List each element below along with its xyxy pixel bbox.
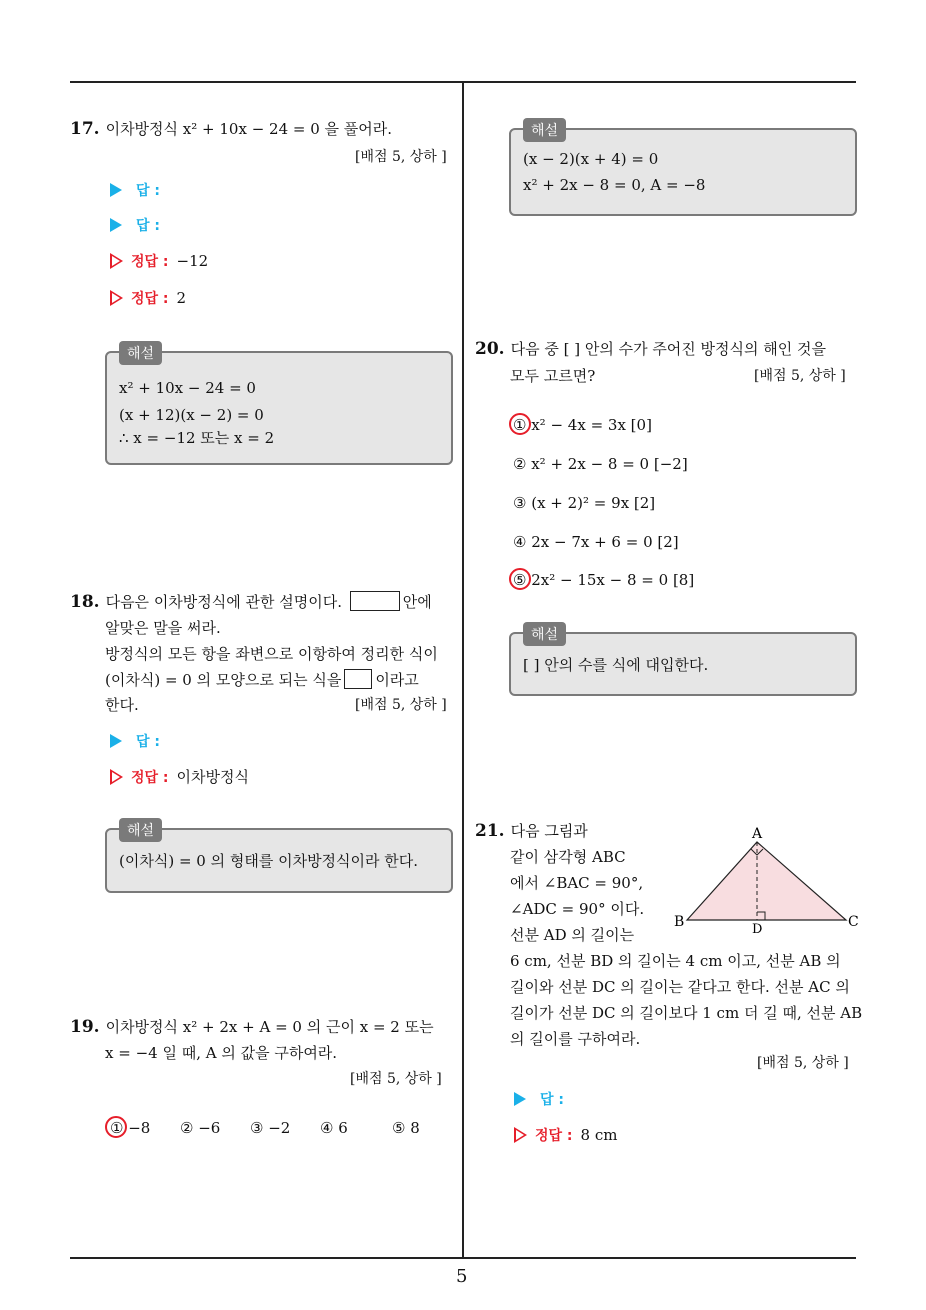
q21-number: 21. bbox=[475, 821, 505, 841]
q21-question-line-9: 의 길이를 구하여라. bbox=[510, 1030, 641, 1048]
q19-score: [배점 5, 상하 ] bbox=[350, 1071, 442, 1087]
q18-explanation-box bbox=[105, 823, 453, 893]
q17-answer-input-1[interactable]: 답 : bbox=[110, 180, 160, 200]
q21-question-line-2: 같이 삼각형 ABC bbox=[510, 848, 626, 866]
q18-question-line-1: 18. 다음은 이차방정식에 관한 설명이다. 안에 bbox=[70, 592, 432, 612]
q20-choice-2[interactable]: ② x² + 2x − 8 = 0 [−2] bbox=[513, 455, 688, 473]
q17-correct-answer-2: 정답 : 2 bbox=[110, 288, 186, 308]
bottom-rule bbox=[70, 1257, 856, 1259]
q19-question-line-2: x = −4 일 때, A 의 값을 구하여라. bbox=[105, 1044, 338, 1062]
answer-blank-box bbox=[350, 591, 400, 611]
q18-question-line-3: 방정식의 모든 항을 좌변으로 이항하여 정리한 식이 bbox=[105, 645, 438, 663]
q19-choice-4[interactable]: ④ 6 bbox=[320, 1119, 348, 1137]
answer-blank-box bbox=[344, 669, 372, 689]
q21-answer-input[interactable]: 답 : bbox=[514, 1089, 564, 1109]
q21-question-line-6: 6 cm, 선분 BD 의 길이는 4 cm 이고, 선분 AB 의 bbox=[510, 952, 841, 970]
q18-answer-input[interactable]: 답 : bbox=[110, 731, 160, 751]
triangle-figure bbox=[670, 822, 870, 934]
explanation-tag: 해설 bbox=[523, 118, 566, 142]
q17-number: 17. bbox=[70, 119, 100, 139]
q17-question bbox=[70, 118, 392, 139]
q21-question-line-1: 21. 다음 그림과 bbox=[475, 821, 588, 841]
play-icon bbox=[110, 183, 122, 197]
play-icon bbox=[514, 1092, 526, 1106]
q19-number: 19. bbox=[70, 1017, 100, 1037]
q20-score: [배점 5, 상하 ] bbox=[754, 368, 846, 384]
q20-choice-3[interactable]: ③ (x + 2)² = 9x [2] bbox=[513, 494, 656, 512]
q20-question-line-2: 모두 고르면? bbox=[510, 367, 596, 385]
q19-choice-3[interactable]: ③ −2 bbox=[250, 1119, 291, 1137]
q21-question-line-7: 길이와 선분 DC 의 길이는 같다고 한다. 선분 AC 의 bbox=[510, 978, 850, 996]
q20-choice-1[interactable]: ① x² − 4x = 3x [0] bbox=[513, 416, 652, 434]
q17-answer-input-2[interactable]: 답 : bbox=[110, 215, 160, 235]
q19-question-line-1: 19. 이차방정식 x² + 2x + A = 0 의 근이 x = 2 또는 bbox=[70, 1017, 434, 1037]
q18-correct-answer: 정답 : 이차방정식 bbox=[110, 766, 249, 787]
triangle-abc bbox=[687, 842, 846, 920]
q18-question-line-5: 한다. bbox=[105, 696, 139, 714]
q20-choice-4[interactable]: ④ 2x − 7x + 6 = 0 [2] bbox=[513, 533, 679, 551]
explanation-line: x² + 2x − 8 = 0, A = −8 bbox=[523, 176, 706, 194]
q21-question-line-5: 선분 AD 의 길이는 bbox=[510, 926, 635, 944]
explanation-line: x² + 10x − 24 = 0 bbox=[119, 379, 256, 397]
q18-question-line-2: 알맞은 말을 써라. bbox=[105, 619, 221, 637]
label-a: A bbox=[752, 826, 763, 842]
q17-correct-answer-1: 정답 : −12 bbox=[110, 251, 208, 271]
q17-score: [배점 5, 상하 ] bbox=[355, 149, 447, 165]
q19-choice-1[interactable]: ① −8 bbox=[110, 1119, 151, 1137]
q18-question-line-4: (이차식) = 0 의 모양으로 되는 식을 이라고 bbox=[105, 671, 419, 689]
q20-explanation-box bbox=[509, 627, 857, 696]
q18-number: 18. bbox=[70, 592, 100, 612]
label-d: D bbox=[752, 922, 763, 934]
q21-correct-answer: 정답 : 8 cm bbox=[514, 1125, 617, 1145]
outline-triangle-icon bbox=[110, 769, 123, 785]
explanation-line: ∴ x = −12 또는 x = 2 bbox=[119, 429, 275, 447]
explanation-tag: 해설 bbox=[119, 341, 162, 365]
outline-triangle-icon bbox=[514, 1127, 527, 1143]
play-icon bbox=[110, 734, 122, 748]
play-icon bbox=[110, 218, 122, 232]
explanation-line: (이차식) = 0 의 형태를 이차방정식이라 한다. bbox=[119, 852, 419, 870]
q17-explanation-box bbox=[105, 346, 453, 465]
outline-triangle-icon bbox=[110, 290, 123, 306]
q21-question-line-8: 길이가 선분 DC 의 길이보다 1 cm 더 길 때, 선분 AB bbox=[510, 1004, 863, 1022]
explanation-line: (x − 2)(x + 4) = 0 bbox=[523, 150, 659, 168]
q19-choice-2[interactable]: ② −6 bbox=[180, 1119, 221, 1137]
explanation-tag: 해설 bbox=[119, 818, 162, 842]
q19-explanation-box bbox=[509, 123, 857, 216]
q19-choice-5[interactable]: ⑤ 8 bbox=[392, 1119, 420, 1137]
explanation-line: [ ] 안의 수를 식에 대입한다. bbox=[523, 656, 709, 674]
q21-question-line-3: 에서 ∠BAC = 90°, bbox=[510, 874, 644, 892]
q20-choice-5[interactable]: ⑤ 2x² − 15x − 8 = 0 [8] bbox=[513, 571, 695, 589]
label-b: B bbox=[674, 914, 685, 930]
q20-number: 20. bbox=[475, 339, 505, 359]
q20-question-line-1: 20. 다음 중 [ ] 안의 수가 주어진 방정식의 해인 것을 bbox=[475, 339, 827, 359]
page-number: 5 bbox=[456, 1266, 468, 1287]
column-divider bbox=[462, 82, 464, 1258]
explanation-line: (x + 12)(x − 2) = 0 bbox=[119, 406, 264, 424]
outline-triangle-icon bbox=[110, 253, 123, 269]
q21-score: [배점 5, 상하 ] bbox=[757, 1055, 849, 1071]
q17-text: 이차방정식 x² + 10x − 24 = 0 을 풀어라. bbox=[105, 120, 393, 138]
explanation-tag: 해설 bbox=[523, 622, 566, 646]
label-c: C bbox=[848, 914, 859, 930]
q21-question-line-4: ∠ADC = 90° 이다. bbox=[510, 900, 645, 918]
q18-score: [배점 5, 상하 ] bbox=[355, 697, 447, 713]
